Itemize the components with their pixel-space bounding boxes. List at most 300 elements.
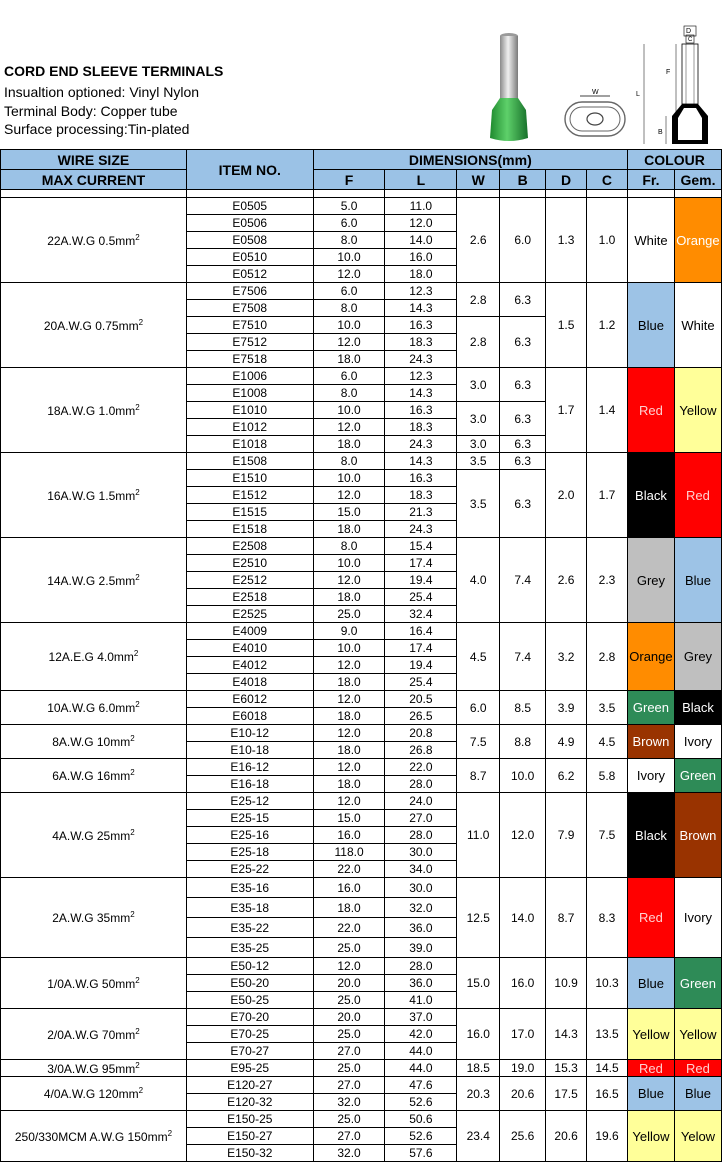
l-cell: 16.3 [385, 470, 457, 487]
gem-colour-cell: Grey [674, 623, 721, 691]
wire-size-cell [1, 198, 187, 283]
wire-size-superscript: 2 [130, 734, 135, 743]
terminal-dimension-drawing [632, 20, 720, 148]
l-cell: 16.3 [385, 317, 457, 334]
d-cell: 1.7 [546, 368, 587, 453]
f-cell: 18.0 [313, 742, 385, 759]
item-no-cell: E150-25 [186, 1111, 313, 1128]
f-cell: 18.0 [313, 708, 385, 725]
item-no-cell: E25-16 [186, 827, 313, 844]
wire-size-text: 14A.W.G 2.5mm [47, 573, 136, 588]
item-no-cell: E1012 [186, 419, 313, 436]
wire-size-cell [1, 725, 187, 759]
f-cell: 32.0 [313, 1094, 385, 1111]
item-no-cell: E1518 [186, 521, 313, 538]
gem-colour-cell: Ivory [674, 725, 721, 759]
f-cell: 10.0 [313, 402, 385, 419]
table-row [1, 691, 722, 708]
wire-size-superscript: 2 [135, 975, 140, 985]
l-cell: 21.3 [385, 504, 457, 521]
l-cell: 11.0 [385, 198, 457, 215]
l-cell: 18.3 [385, 334, 457, 351]
table-row [1, 453, 722, 470]
c-cell: 5.8 [587, 759, 628, 793]
b-cell: 6.0 [500, 198, 546, 283]
gem-colour-cell: Orange [674, 198, 721, 283]
f-cell: 15.0 [313, 504, 385, 521]
max-current-header: MAX CURRENT [1, 170, 187, 190]
f-cell: 22.0 [313, 918, 385, 938]
w-cell: 6.0 [457, 691, 500, 725]
l-cell: 28.0 [385, 958, 457, 975]
fr-colour-cell: Blue [627, 283, 674, 368]
item-no-cell: E1508 [186, 453, 313, 470]
f-cell: 12.0 [313, 793, 385, 810]
b-cell: 16.0 [500, 958, 546, 1009]
table-row [1, 623, 722, 640]
page-title: CORD END SLEEVE TERMINALS [4, 63, 224, 79]
b-cell: 8.5 [500, 691, 546, 725]
l-cell: 15.4 [385, 538, 457, 555]
table-row [1, 538, 722, 555]
c-cell: 1.0 [587, 198, 628, 283]
item-no-cell: E70-25 [186, 1026, 313, 1043]
item-no-cell: E50-20 [186, 975, 313, 992]
l-cell: 16.3 [385, 402, 457, 419]
b-cell: 7.4 [500, 538, 546, 623]
item-no-cell: E50-12 [186, 958, 313, 975]
f-cell: 8.0 [313, 538, 385, 555]
wire-size-superscript: 2 [135, 402, 140, 412]
fr-colour-cell: White [627, 198, 674, 283]
fr-colour-cell: Green [627, 691, 674, 725]
item-no-cell: E70-20 [186, 1009, 313, 1026]
l-cell: 24.3 [385, 436, 457, 453]
f-cell: 12.0 [313, 725, 385, 742]
surface-processing-line: Surface processing:Tin-plated [4, 121, 190, 137]
f-cell: 20.0 [313, 1009, 385, 1026]
wire-size-cell [1, 453, 187, 538]
l-cell: 34.0 [385, 861, 457, 878]
f-header: F [313, 170, 385, 190]
l-cell: 44.0 [385, 1043, 457, 1060]
item-no-cell: E2510 [186, 555, 313, 572]
c-header: C [587, 170, 628, 190]
spacer-cell [1, 190, 187, 198]
f-cell: 25.0 [313, 1111, 385, 1128]
l-cell: 39.0 [385, 938, 457, 958]
l-cell: 14.0 [385, 232, 457, 249]
gem-colour-cell: Ivory [674, 878, 721, 958]
f-cell: 10.0 [313, 555, 385, 572]
item-no-cell: E1006 [186, 368, 313, 385]
item-no-cell: E150-32 [186, 1145, 313, 1162]
w-cell: 23.4 [457, 1111, 500, 1162]
item-no-cell: E16-18 [186, 776, 313, 793]
item-no-cell: E1515 [186, 504, 313, 521]
item-no-cell: E0512 [186, 266, 313, 283]
w-cell: 7.5 [457, 725, 500, 759]
b-cell: 6.3 [500, 470, 546, 538]
wire-size-superscript: 2 [135, 572, 140, 582]
wire-size-cell [1, 878, 187, 958]
gem-colour-cell: Brown [674, 793, 721, 878]
item-no-cell: E95-25 [186, 1060, 313, 1077]
wire-size-text: 22A.W.G 0.5mm [47, 233, 136, 248]
d-cell: 14.3 [546, 1009, 587, 1060]
fr-colour-cell: Red [627, 878, 674, 958]
svg-text:W: W [592, 89, 599, 96]
table-row [1, 793, 722, 810]
l-cell: 28.0 [385, 827, 457, 844]
l-cell: 47.6 [385, 1077, 457, 1094]
wire-size-cell [1, 283, 187, 368]
item-no-cell: E0505 [186, 198, 313, 215]
item-no-cell: E10-18 [186, 742, 313, 759]
wire-size-superscript: 2 [135, 1060, 140, 1070]
w-cell: 3.0 [457, 368, 500, 402]
c-cell: 3.5 [587, 691, 628, 725]
f-cell: 25.0 [313, 1026, 385, 1043]
f-cell: 27.0 [313, 1077, 385, 1094]
b-cell: 14.0 [500, 878, 546, 958]
gem-colour-cell: Green [674, 958, 721, 1009]
l-cell: 25.4 [385, 589, 457, 606]
l-cell: 37.0 [385, 1009, 457, 1026]
l-cell: 36.0 [385, 975, 457, 992]
wire-size-cell [1, 538, 187, 623]
item-no-cell: E120-27 [186, 1077, 313, 1094]
b-cell: 7.4 [500, 623, 546, 691]
spacer-cell [457, 190, 500, 198]
fr-colour-cell: Yellow [627, 1111, 674, 1162]
wire-size-header: WIRE SIZE [1, 150, 187, 170]
wire-size-superscript: 2 [135, 232, 140, 242]
wire-size-superscript: 2 [167, 1128, 173, 1138]
item-no-cell: E120-32 [186, 1094, 313, 1111]
dimensions-header: DIMENSIONS(mm) [313, 150, 627, 170]
spacer-cell [587, 190, 628, 198]
item-no-cell: E4012 [186, 657, 313, 674]
wire-size-text: 20A.W.G 0.75mm [43, 318, 139, 333]
item-no-cell: E4018 [186, 674, 313, 691]
fr-colour-cell: Black [627, 453, 674, 538]
l-cell: 57.6 [385, 1145, 457, 1162]
f-cell: 18.0 [313, 351, 385, 368]
gem-colour-cell: White [674, 283, 721, 368]
f-cell: 18.0 [313, 436, 385, 453]
w-cell: 4.5 [457, 623, 500, 691]
gem-colour-cell: Yellow [674, 1009, 721, 1060]
wire-size-cell [1, 1060, 187, 1077]
l-cell: 44.0 [385, 1060, 457, 1077]
w-cell: 2.6 [457, 198, 500, 283]
wire-size-superscript: 2 [130, 768, 135, 777]
f-cell: 20.0 [313, 975, 385, 992]
fr-colour-cell: Orange [627, 623, 674, 691]
l-cell: 42.0 [385, 1026, 457, 1043]
w-cell: 8.7 [457, 759, 500, 793]
wire-size-cell [1, 793, 187, 878]
f-cell: 10.0 [313, 317, 385, 334]
f-cell: 12.0 [313, 958, 385, 975]
table-row [1, 878, 722, 898]
fr-colour-cell: Blue [627, 1077, 674, 1111]
f-cell: 10.0 [313, 640, 385, 657]
item-no-cell: E70-27 [186, 1043, 313, 1060]
l-cell: 12.0 [385, 215, 457, 232]
d-cell: 3.2 [546, 623, 587, 691]
w-cell: 3.5 [457, 453, 500, 470]
l-cell: 16.4 [385, 623, 457, 640]
wire-size-text: 2/0A.W.G 70mm [47, 1027, 136, 1042]
l-cell: 17.4 [385, 640, 457, 657]
w-cell: 15.0 [457, 958, 500, 1009]
b-cell: 20.6 [500, 1077, 546, 1111]
wire-size-superscript: 2 [135, 700, 140, 709]
table-row [1, 1009, 722, 1026]
b-cell: 25.6 [500, 1111, 546, 1162]
terminal-end-view-image [562, 86, 628, 140]
l-header: L [385, 170, 457, 190]
item-no-cell: E35-18 [186, 898, 313, 918]
item-no-cell: E35-25 [186, 938, 313, 958]
insulation-line: Insualtion optioned: Vinyl Nylon [4, 84, 200, 100]
w-cell: 11.0 [457, 793, 500, 878]
item-no-header: ITEM NO. [186, 150, 313, 190]
gem-colour-cell: Black [674, 691, 721, 725]
d-cell: 17.5 [546, 1077, 587, 1111]
fr-colour-cell: Red [627, 368, 674, 453]
c-cell: 2.3 [587, 538, 628, 623]
b-cell: 10.0 [500, 759, 546, 793]
wire-size-cell [1, 623, 187, 691]
wire-size-cell [1, 759, 187, 793]
d-cell: 7.9 [546, 793, 587, 878]
d-cell: 4.9 [546, 725, 587, 759]
item-no-cell: E7512 [186, 334, 313, 351]
f-cell: 9.0 [313, 623, 385, 640]
wire-size-cell [1, 1009, 187, 1060]
item-no-cell: E1512 [186, 487, 313, 504]
item-no-cell: E10-12 [186, 725, 313, 742]
f-cell: 12.0 [313, 759, 385, 776]
wire-size-superscript: 2 [138, 1086, 144, 1095]
table-row [1, 759, 722, 776]
gem-colour-cell: Blue [674, 1077, 721, 1111]
w-cell: 2.8 [457, 283, 500, 317]
wire-size-cell [1, 958, 187, 1009]
wire-size-superscript: 2 [135, 487, 140, 497]
f-cell: 15.0 [313, 810, 385, 827]
svg-text:B: B [658, 129, 663, 136]
l-cell: 12.3 [385, 283, 457, 300]
terminal-spec-table [0, 149, 722, 1162]
table-row [1, 198, 722, 215]
f-cell: 12.0 [313, 657, 385, 674]
f-cell: 16.0 [313, 827, 385, 844]
d-cell: 20.6 [546, 1111, 587, 1162]
b-cell: 6.3 [500, 317, 546, 368]
item-no-cell: E2518 [186, 589, 313, 606]
l-cell: 32.4 [385, 606, 457, 623]
f-cell: 8.0 [313, 453, 385, 470]
item-no-cell: E7506 [186, 283, 313, 300]
f-cell: 27.0 [313, 1128, 385, 1145]
f-cell: 16.0 [313, 878, 385, 898]
d-cell: 1.3 [546, 198, 587, 283]
spacer-cell [186, 190, 313, 198]
item-no-cell: E0506 [186, 215, 313, 232]
b-cell: 6.3 [500, 283, 546, 317]
b-cell: 6.3 [500, 436, 546, 453]
w-cell: 3.5 [457, 470, 500, 538]
b-cell: 17.0 [500, 1009, 546, 1060]
f-cell: 18.0 [313, 674, 385, 691]
l-cell: 52.6 [385, 1128, 457, 1145]
l-cell: 19.4 [385, 572, 457, 589]
f-cell: 10.0 [313, 470, 385, 487]
f-cell: 12.0 [313, 419, 385, 436]
wire-size-text: 3/0A.W.G 95mm [47, 1061, 136, 1076]
wire-size-text: 250/330MCM A.W.G 150mm [14, 1129, 168, 1144]
wire-size-text: 2A.W.G 35mm [52, 911, 131, 925]
b-cell: 19.0 [500, 1060, 546, 1077]
l-cell: 52.6 [385, 1094, 457, 1111]
table-row [1, 283, 722, 300]
f-cell: 8.0 [313, 300, 385, 317]
c-cell: 4.5 [587, 725, 628, 759]
fr-colour-cell: Brown [627, 725, 674, 759]
c-cell: 10.3 [587, 958, 628, 1009]
l-cell: 41.0 [385, 992, 457, 1009]
table-row [1, 368, 722, 385]
item-no-cell: E16-12 [186, 759, 313, 776]
b-cell: 6.3 [500, 402, 546, 436]
l-cell: 18.3 [385, 419, 457, 436]
wire-size-text: 16A.W.G 1.5mm [47, 488, 136, 503]
spacer-row [1, 190, 722, 198]
b-header: B [500, 170, 546, 190]
w-cell: 16.0 [457, 1009, 500, 1060]
gem-colour-cell: Blue [674, 538, 721, 623]
page-header [0, 0, 722, 149]
w-header: W [457, 170, 500, 190]
d-cell: 2.6 [546, 538, 587, 623]
l-cell: 26.8 [385, 742, 457, 759]
fr-colour-cell: Grey [627, 538, 674, 623]
wire-size-text: 4A.W.G 25mm [52, 828, 131, 843]
f-cell: 25.0 [313, 992, 385, 1009]
item-no-cell: E25-22 [186, 861, 313, 878]
wire-size-text: 12A.E.G 4.0mm [48, 650, 134, 664]
f-cell: 8.0 [313, 232, 385, 249]
l-cell: 16.0 [385, 249, 457, 266]
w-cell: 12.5 [457, 878, 500, 958]
l-cell: 30.0 [385, 844, 457, 861]
item-no-cell: E6018 [186, 708, 313, 725]
f-cell: 27.0 [313, 1043, 385, 1060]
d-header: D [546, 170, 587, 190]
item-no-cell: E50-25 [186, 992, 313, 1009]
fr-colour-cell: Red [627, 1060, 674, 1077]
item-no-cell: E25-18 [186, 844, 313, 861]
l-cell: 28.0 [385, 776, 457, 793]
colour-header: COLOUR [627, 150, 721, 170]
wire-size-cell [1, 1077, 187, 1111]
b-cell: 12.0 [500, 793, 546, 878]
item-no-cell: E4010 [186, 640, 313, 657]
item-no-cell: E1010 [186, 402, 313, 419]
f-cell: 8.0 [313, 385, 385, 402]
spacer-cell [546, 190, 587, 198]
f-cell: 18.0 [313, 589, 385, 606]
wire-size-cell [1, 368, 187, 453]
l-cell: 36.0 [385, 918, 457, 938]
fr-colour-cell: Yellow [627, 1009, 674, 1060]
f-cell: 25.0 [313, 1060, 385, 1077]
item-no-cell: E2525 [186, 606, 313, 623]
l-cell: 17.4 [385, 555, 457, 572]
l-cell: 20.8 [385, 725, 457, 742]
d-cell: 6.2 [546, 759, 587, 793]
gem-colour-cell: Green [674, 759, 721, 793]
f-cell: 12.0 [313, 691, 385, 708]
c-cell: 1.2 [587, 283, 628, 368]
item-no-cell: E7510 [186, 317, 313, 334]
table-body [1, 190, 722, 1162]
spacer-cell [385, 190, 457, 198]
item-no-cell: E2508 [186, 538, 313, 555]
item-no-cell: E2512 [186, 572, 313, 589]
wire-size-superscript: 2 [130, 910, 135, 919]
d-cell: 1.5 [546, 283, 587, 368]
f-cell: 25.0 [313, 606, 385, 623]
c-cell: 14.5 [587, 1060, 628, 1077]
table-row [1, 1077, 722, 1094]
wire-size-text: 8A.W.G 10mm [52, 735, 131, 749]
svg-text:C: C [688, 37, 693, 43]
wire-size-text: 1/0A.W.G 50mm [47, 976, 136, 991]
l-cell: 24.3 [385, 351, 457, 368]
item-no-cell: E35-16 [186, 878, 313, 898]
wire-size-superscript: 2 [133, 649, 139, 658]
spacer-cell [627, 190, 674, 198]
f-cell: 22.0 [313, 861, 385, 878]
gem-colour-cell: Yelow [674, 1111, 721, 1162]
l-cell: 20.5 [385, 691, 457, 708]
f-cell: 10.0 [313, 249, 385, 266]
w-cell: 20.3 [457, 1077, 500, 1111]
gem-colour-cell: Red [674, 453, 721, 538]
l-cell: 30.0 [385, 878, 457, 898]
spacer-cell [313, 190, 385, 198]
d-cell: 15.3 [546, 1060, 587, 1077]
l-cell: 32.0 [385, 898, 457, 918]
table-row [1, 1111, 722, 1128]
w-cell: 4.0 [457, 538, 500, 623]
f-cell: 12.0 [313, 334, 385, 351]
w-cell: 18.5 [457, 1060, 500, 1077]
item-no-cell: E0510 [186, 249, 313, 266]
f-cell: 18.0 [313, 521, 385, 538]
l-cell: 18.0 [385, 266, 457, 283]
f-cell: 12.0 [313, 266, 385, 283]
f-cell: 18.0 [313, 898, 385, 918]
item-no-cell: E35-22 [186, 918, 313, 938]
l-cell: 14.3 [385, 453, 457, 470]
item-no-cell: E7508 [186, 300, 313, 317]
